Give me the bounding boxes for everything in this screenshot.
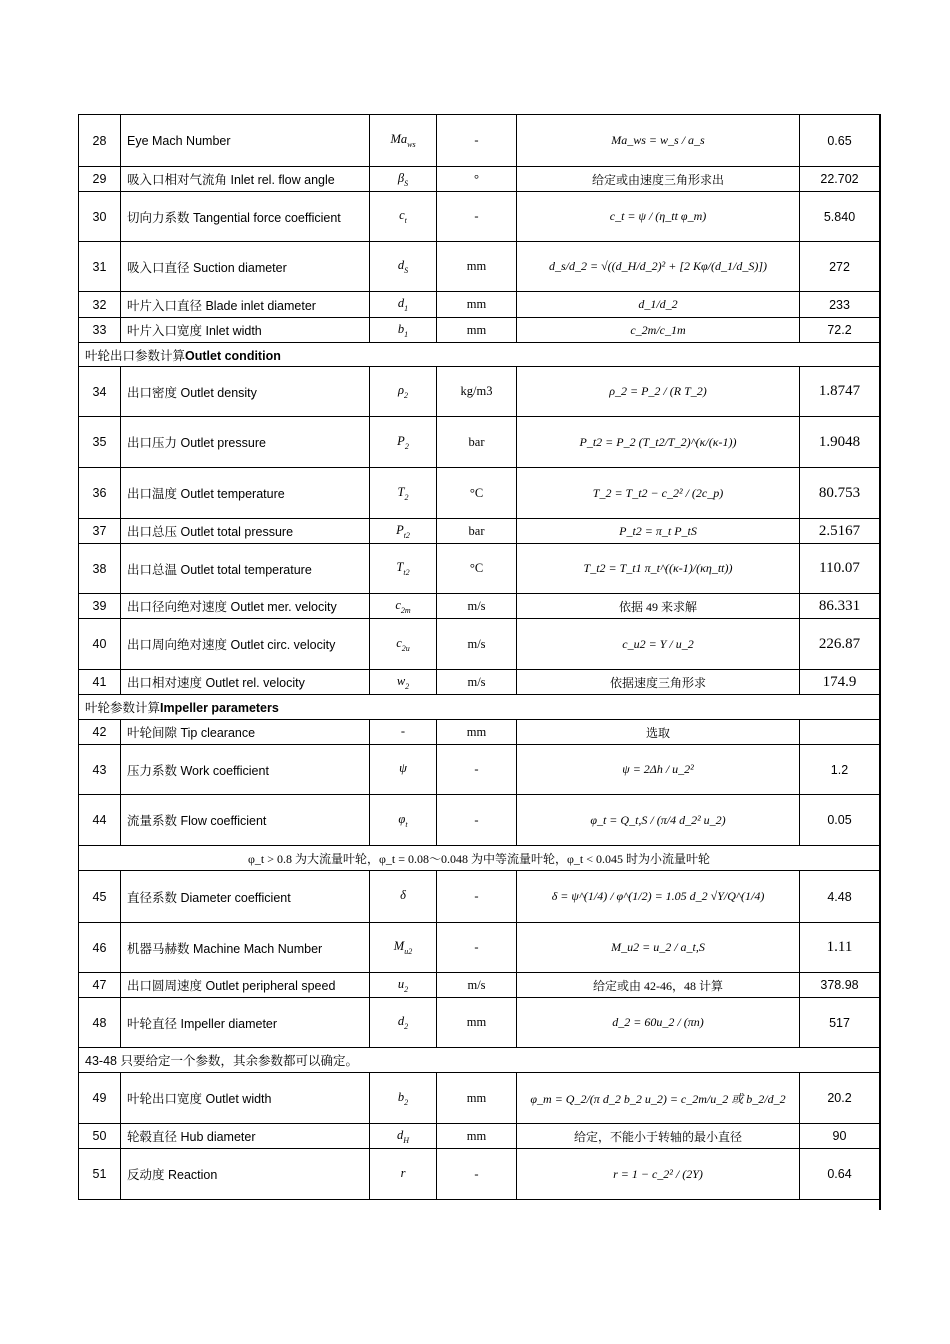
parameter-name: 出口径向绝对速度 Outlet mer. velocity	[121, 594, 370, 619]
parameter-value: 5.840	[800, 192, 880, 242]
parameter-formula: r = 1 − c_2² / (2Y)	[517, 1149, 800, 1200]
parameter-unit: mm	[437, 318, 517, 343]
parameter-formula: 给定或由 42-46，48 计算	[517, 973, 800, 998]
parameter-name: 切向力系数 Tangential force coefficient	[121, 192, 370, 242]
parameter-formula: P_t2 = π_t P_tS	[517, 519, 800, 544]
right-border-line	[879, 114, 881, 1210]
parameter-formula: δ = ψ^(1/4) / φ^(1/2) = 1.05 d_2 √Y/Q^(1/4)	[517, 871, 800, 923]
parameter-formula: d_1/d_2	[517, 292, 800, 318]
symbol-subscript: 2	[404, 1022, 409, 1031]
parameter-unit: kg/m3	[437, 367, 517, 417]
parameter-value: 174.9	[800, 670, 880, 695]
table-row	[79, 619, 880, 670]
symbol-subscript: ws	[407, 140, 416, 149]
parameter-symbol	[370, 923, 437, 973]
symbol-subscript: 2	[404, 391, 408, 400]
table-row	[79, 795, 880, 846]
parameter-symbol	[370, 468, 437, 519]
parameter-unit: -	[437, 115, 517, 167]
row-number: 51	[79, 1149, 121, 1200]
symbol-subscript: 2	[404, 492, 409, 502]
parameter-unit: °C	[437, 468, 517, 519]
parameter-symbol	[370, 871, 437, 923]
parameter-name: 出口总温 Outlet total temperature	[121, 544, 370, 594]
parameter-symbol	[370, 417, 437, 468]
table-row	[79, 670, 880, 695]
parameter-value: 4.48	[800, 871, 880, 923]
table-row	[79, 871, 880, 923]
symbol-main: Ma	[390, 132, 408, 146]
table-row	[79, 292, 880, 318]
parameter-formula: 选取	[517, 720, 800, 745]
table-row	[79, 923, 880, 973]
parameter-formula: c_u2 = Y / u_2	[517, 619, 800, 670]
table-row	[79, 594, 880, 619]
parameter-unit: m/s	[437, 594, 517, 619]
parameter-table	[78, 114, 879, 1200]
table-row	[79, 367, 880, 417]
note-text: 43-48 只要给定一个参数，其余参数都可以确定。	[79, 1048, 880, 1073]
parameter-symbol	[370, 367, 437, 417]
parameter-unit: -	[437, 923, 517, 973]
row-number: 31	[79, 242, 121, 292]
symbol-subscript: t	[405, 819, 408, 829]
table-row	[79, 318, 880, 343]
symbol-subscript: 2u	[401, 643, 410, 653]
row-number: 38	[79, 544, 121, 594]
row-number: 46	[79, 923, 121, 973]
section-header-impeller	[79, 695, 880, 720]
row-number: 49	[79, 1073, 121, 1124]
parameter-symbol	[370, 242, 437, 292]
parameter-name: 吸入口相对气流角 Inlet rel. flow angle	[121, 167, 370, 192]
parameter-unit: -	[437, 1149, 517, 1200]
table-row	[79, 1073, 880, 1124]
parameter-formula: c_t = ψ / (η_tt φ_m)	[517, 192, 800, 242]
parameter-name: 机器马赫数 Machine Mach Number	[121, 923, 370, 973]
parameter-unit: mm	[437, 998, 517, 1048]
symbol-main: ρ	[398, 383, 404, 397]
parameter-symbol	[370, 1124, 437, 1149]
parameter-symbol	[370, 998, 437, 1048]
parameter-value: 1.8747	[800, 367, 880, 417]
parameter-symbol	[370, 973, 437, 998]
parameter-name: 吸入口直径 Suction diameter	[121, 242, 370, 292]
parameter-name: 出口温度 Outlet temperature	[121, 468, 370, 519]
row-number: 42	[79, 720, 121, 745]
parameter-unit: -	[437, 745, 517, 795]
row-number: 50	[79, 1124, 121, 1149]
table-row	[79, 417, 880, 468]
parameter-formula: φ_m = Q_2/(π d_2 b_2 u_2) = c_2m/u_2 或 b_2/d_2	[517, 1073, 800, 1124]
row-number: 36	[79, 468, 121, 519]
parameter-value: 378.98	[800, 973, 880, 998]
symbol-main: c	[395, 597, 401, 612]
parameter-formula: 给定，不能小于转轴的最小直径	[517, 1124, 800, 1149]
parameter-formula: T_2 = T_t2 − c_2² / (2c_p)	[517, 468, 800, 519]
symbol-main: d	[396, 1127, 404, 1142]
parameter-formula: T_t2 = T_t1 π_t^((κ-1)/(κη_tt))	[517, 544, 800, 594]
parameter-value: 517	[800, 998, 880, 1048]
row-number: 40	[79, 619, 121, 670]
parameter-value: 226.87	[800, 619, 880, 670]
table-row	[79, 468, 880, 519]
parameter-formula: P_t2 = P_2 (T_t2/T_2)^(κ/(κ-1))	[517, 417, 800, 468]
table-row	[79, 720, 880, 745]
parameter-formula: 给定或由速度三角形求出	[517, 167, 800, 192]
parameter-name: 叶片入口宽度 Inlet width	[121, 318, 370, 343]
parameter-name: 出口压力 Outlet pressure	[121, 417, 370, 468]
parameter-symbol	[370, 720, 437, 745]
parameter-symbol	[370, 318, 437, 343]
parameter-value: 86.331	[800, 594, 880, 619]
table-row	[79, 1149, 880, 1200]
symbol-subscript: 2	[404, 984, 409, 994]
parameter-unit: m/s	[437, 973, 517, 998]
parameter-symbol	[370, 1149, 437, 1200]
parameter-unit: m/s	[437, 619, 517, 670]
symbol-main: δ	[400, 888, 406, 902]
parameter-symbol	[370, 167, 437, 192]
parameter-value: 20.2	[800, 1073, 880, 1124]
parameter-value: 80.753	[800, 468, 880, 519]
row-number: 35	[79, 417, 121, 468]
parameter-symbol	[370, 670, 437, 695]
table-row	[79, 167, 880, 192]
symbol-main: d	[397, 1014, 405, 1028]
parameter-symbol	[370, 619, 437, 670]
parameter-name: 出口周向绝对速度 Outlet circ. velocity	[121, 619, 370, 670]
symbol-main: b	[397, 321, 405, 336]
parameter-value: 0.64	[800, 1149, 880, 1200]
parameter-unit: -	[437, 795, 517, 846]
section-title	[79, 343, 880, 367]
parameter-formula: ψ = 2Δh / u_2²	[517, 745, 800, 795]
parameter-unit: bar	[437, 519, 517, 544]
symbol-main: w	[396, 673, 406, 688]
symbol-subscript: 2	[405, 681, 410, 691]
parameter-formula: d_2 = 60u_2 / (πn)	[517, 998, 800, 1048]
parameter-value: 1.2	[800, 745, 880, 795]
parameter-unit: mm	[437, 292, 517, 318]
symbol-main: b	[397, 1089, 405, 1104]
symbol-subscript: t2	[403, 568, 410, 577]
symbol-main: c	[399, 208, 405, 222]
note-text: φ_t > 0.8 为大流量叶轮，φ_t = 0.08～0.048 为中等流量叶轮，φ_t < 0.045 时为小流量叶轮	[79, 846, 880, 871]
symbol-subscript: S	[404, 266, 409, 275]
parameter-symbol	[370, 544, 437, 594]
parameter-name: 轮毂直径 Hub diameter	[121, 1124, 370, 1149]
table-row	[79, 1124, 880, 1149]
parameter-unit: bar	[437, 417, 517, 468]
table-row	[79, 242, 880, 292]
symbol-main: ψ	[399, 761, 407, 775]
parameter-value: 233	[800, 292, 880, 318]
row-number: 43	[79, 745, 121, 795]
row-number: 34	[79, 367, 121, 417]
symbol-main: P	[397, 433, 405, 448]
parameter-name: 压力系数 Work coefficient	[121, 745, 370, 795]
symbol-main: β	[397, 170, 405, 185]
parameter-value: 1.11	[800, 923, 880, 973]
symbol-subscript: 2m	[400, 605, 411, 615]
parameter-symbol	[370, 594, 437, 619]
symbol-main: d	[397, 258, 405, 272]
parameter-unit: mm	[437, 1124, 517, 1149]
parameter-name: 叶轮间隙 Tip clearance	[121, 720, 370, 745]
note-row-flow-class	[79, 846, 880, 871]
symbol-main: c	[396, 635, 402, 650]
parameter-symbol	[370, 795, 437, 846]
row-number: 37	[79, 519, 121, 544]
symbol-subscript: 2	[404, 441, 409, 451]
row-number: 30	[79, 192, 121, 242]
symbol-main: d	[397, 296, 405, 310]
row-number: 44	[79, 795, 121, 846]
table-row	[79, 745, 880, 795]
parameter-name: 流量系数 Flow coefficient	[121, 795, 370, 846]
parameter-value: 0.65	[800, 115, 880, 167]
parameter-unit: m/s	[437, 670, 517, 695]
row-number: 45	[79, 871, 121, 923]
row-number: 41	[79, 670, 121, 695]
parameter-name: 直径系数 Diameter coefficient	[121, 871, 370, 923]
parameter-unit: -	[437, 871, 517, 923]
parameter-name: 叶片入口直径 Blade inlet diameter	[121, 292, 370, 318]
parameter-value: 110.07	[800, 544, 880, 594]
section-title-cn: 叶轮参数计算	[85, 701, 161, 715]
symbol-subscript: 2	[404, 1097, 409, 1107]
parameter-symbol	[370, 745, 437, 795]
parameter-name: Eye Mach Number	[121, 115, 370, 167]
parameter-value: 0.05	[800, 795, 880, 846]
row-number: 32	[79, 292, 121, 318]
parameter-value: 90	[800, 1124, 880, 1149]
parameter-value: 72.2	[800, 318, 880, 343]
section-title-en: Outlet condition	[185, 348, 281, 363]
parameter-name: 出口总压 Outlet total pressure	[121, 519, 370, 544]
symbol-subscript: u2	[404, 947, 413, 956]
row-number: 28	[79, 115, 121, 167]
table-row	[79, 998, 880, 1048]
note-row-param-rule	[79, 1048, 880, 1073]
parameter-formula: d_s/d_2 = √((d_H/d_2)² + [2 Kφ/(d_1/d_S)])	[517, 242, 800, 292]
parameter-symbol	[370, 1073, 437, 1124]
parameter-name: 叶轮出口宽度 Outlet width	[121, 1073, 370, 1124]
parameter-name: 叶轮直径 Impeller diameter	[121, 998, 370, 1048]
parameter-symbol	[370, 519, 437, 544]
section-title-cn: 叶轮出口参数计算	[85, 348, 186, 363]
symbol-subscript: 1	[404, 304, 409, 313]
symbol-main: -	[400, 723, 406, 738]
section-title	[79, 695, 880, 720]
symbol-main: M	[393, 939, 405, 953]
parameter-value: 2.5167	[800, 519, 880, 544]
parameter-formula: ρ_2 = P_2 / (R T_2)	[517, 367, 800, 417]
symbol-subscript: S	[404, 178, 409, 188]
symbol-main: T	[396, 560, 404, 574]
parameter-name: 出口密度 Outlet density	[121, 367, 370, 417]
parameter-value: 272	[800, 242, 880, 292]
parameter-value: 22.702	[800, 167, 880, 192]
parameter-formula: 依据 49 来求解	[517, 594, 800, 619]
symbol-subscript: 1	[404, 329, 409, 339]
symbol-main: P	[396, 522, 404, 537]
parameter-unit: mm	[437, 1073, 517, 1124]
table-row	[79, 192, 880, 242]
table-row	[79, 519, 880, 544]
table-row	[79, 115, 880, 167]
parameter-formula: φ_t = Q_t,S / (π/4 d_2² u_2)	[517, 795, 800, 846]
row-number: 47	[79, 973, 121, 998]
parameter-unit: mm	[437, 242, 517, 292]
parameter-symbol	[370, 192, 437, 242]
parameter-value	[800, 720, 880, 745]
parameter-unit: -	[437, 192, 517, 242]
symbol-main: φ	[398, 811, 406, 826]
symbol-subscript: t2	[403, 530, 410, 540]
parameter-formula: Ma_ws = w_s / a_s	[517, 115, 800, 167]
parameter-unit: mm	[437, 720, 517, 745]
parameter-value: 1.9048	[800, 417, 880, 468]
row-number: 29	[79, 167, 121, 192]
table-row	[79, 544, 880, 594]
symbol-subscript: t	[404, 216, 407, 225]
section-header-outlet	[79, 343, 880, 367]
parameter-name: 出口相对速度 Outlet rel. velocity	[121, 670, 370, 695]
symbol-main: u	[397, 976, 405, 991]
symbol-subscript: H	[403, 1135, 410, 1145]
parameter-formula: 依据速度三角形求	[517, 670, 800, 695]
section-title-en: Impeller parameters	[160, 701, 279, 715]
parameter-name: 出口圆周速度 Outlet peripheral speed	[121, 973, 370, 998]
row-number: 39	[79, 594, 121, 619]
parameter-unit: °	[437, 167, 517, 192]
symbol-main: r	[400, 1165, 406, 1180]
parameter-name: 反动度 Reaction	[121, 1149, 370, 1200]
symbol-main: T	[397, 484, 405, 499]
parameter-formula: c_2m/c_1m	[517, 318, 800, 343]
table-row	[79, 973, 880, 998]
parameter-formula: M_u2 = u_2 / a_t,S	[517, 923, 800, 973]
parameter-symbol	[370, 115, 437, 167]
row-number: 48	[79, 998, 121, 1048]
parameter-unit: °C	[437, 544, 517, 594]
row-number: 33	[79, 318, 121, 343]
parameter-symbol	[370, 292, 437, 318]
